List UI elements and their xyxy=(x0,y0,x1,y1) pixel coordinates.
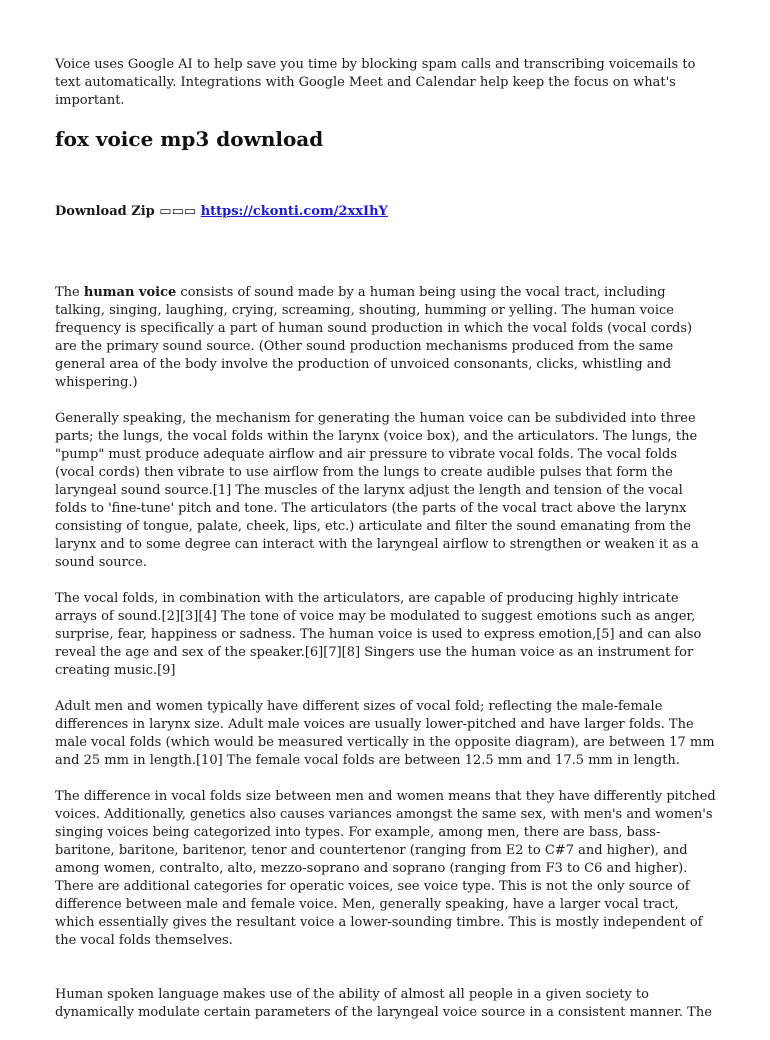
paragraph-4: Adult men and women typically have different sizes of vocal fold; reflecting the male-female differences in larynx size. Adult male voices are usually lower-pitched and have larger folds. The male vocal folds (which would be measured vertically in the opposite diagram), are between 17 mm and 25 mm in length.[10] The female vocal folds are between 12.5 mm and 17.5 mm in length. xyxy=(55,699,715,768)
arrow-icon: ▭▭▭ xyxy=(159,204,197,219)
p1-lead: The xyxy=(55,285,84,300)
download-line xyxy=(55,203,717,221)
download-label: Download Zip xyxy=(55,204,155,219)
paragraph-2: Generally speaking, the mechanism for generating the human voice can be subdivided into three parts; the lungs, the vocal folds within the larynx (voice box), and the articulators. The lungs, the "pump" must produce adequate airflow and air pressure to vibrate vocal folds. The vocal folds (vocal cords) then vibrate to use airflow from the lungs to create audible pulses that form the laryngeal sound source.[1] The muscles of the larynx adjust the length and tension of the vocal folds to 'fine-tune' pitch and tone. The articulators (the parts of the vocal tract above the larynx consisting of tongue, palate, cheek, lips, etc.) articulate and filter the sound emanating from the larynx and to some degree can interact with the laryngeal airflow to strengthen or weaken it as a sound source. xyxy=(55,411,699,570)
paragraph-3: The vocal folds, in combination with the articulators, are capable of producing highly intricate arrays of sound.[2][3][4] The tone of voice may be modulated to suggest emotions such as anger, surprise, fear, happiness or sadness. The human voice is used to express emotion,[5] and can also reveal the age and sex of the speaker.[6][7][8] Singers use the human voice as an instrument for creating music.[9] xyxy=(55,591,702,678)
paragraph-5: The difference in vocal folds size between men and women means that they have differently pitched voices. Additionally, genetics also causes variances amongst the same sex, with men's and women's singing voices being categorized into types. For example, among men, there are bass, bass-baritone, baritone, baritenor, tenor and countertenor (ranging from E2 to C#7 and higher), and among women, contralto, alto, mezzo-soprano and soprano (ranging from F3 to C6 and higher). There are additional categories for operatic voices, see voice type. This is not the only source of difference between male and female voice. Men, generally speaking, have a larger vocal tract, which essentially gives the resultant voice a lower-sounding timbre. This is mostly independent of the vocal folds themselves. xyxy=(55,789,716,948)
download-link[interactable]: https://ckonti.com/2xxIhY xyxy=(200,204,388,219)
p1-rest: consists of sound made by a human being using the vocal tract, including talking, singing, laughing, crying, screaming, shouting, humming or yelling. The human voice frequency is specifically a part of human sound production in which the vocal folds (vocal cords) are the primary sound source. (Other sound production mechanisms produced from the same general area of the body involve the production of unvoiced consonants, clicks, whistling and whispering.) xyxy=(55,285,693,390)
paragraph-1 xyxy=(55,284,717,392)
p1-bold-term: human voice xyxy=(83,285,177,300)
paragraph-6: Human spoken language makes use of the ability of almost all people in a given society to dynamically modulate certain parameters of the laryngeal voice source in a consistent manner. The xyxy=(55,987,712,1020)
intro-paragraph: Voice uses Google AI to help save you time by blocking spam calls and transcribing voicemails to text automatically. Integrations with Google Meet and Calendar help keep the focus on what's important. xyxy=(55,57,696,108)
page-title: fox voice mp3 download xyxy=(55,127,324,151)
article-body xyxy=(55,284,717,1022)
document-page xyxy=(55,56,717,1040)
